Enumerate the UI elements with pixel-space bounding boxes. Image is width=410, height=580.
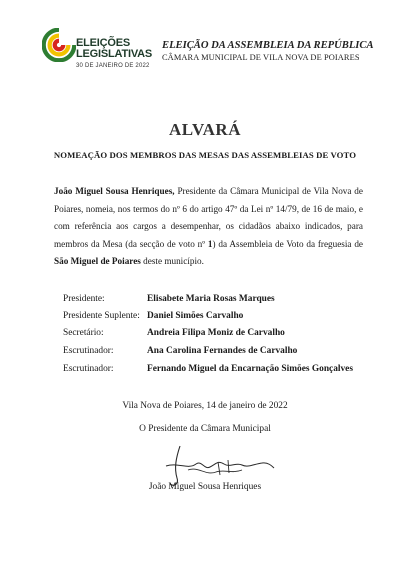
body-text-3: deste município.: [140, 256, 204, 266]
member-name: Elisabete Maria Rosas Marques: [147, 294, 275, 304]
member-role: Presidente:: [63, 294, 105, 304]
document-title: ALVARÁ: [169, 120, 241, 139]
logo-date: 30 DE JANEIRO DE 2022: [76, 63, 150, 69]
election-logo: [38, 22, 158, 82]
body-text-1: Presidente da Câmara Municipal de Vila Nova de Poiares, nomeia, nos termos do nº 6 do artigo 47º da Lei nº 14/79, de 16 de maio, e com referência aos cargos a desempenhar, os cidadãos abaixo indicados, para membros da Mesa (da secção de voto nº: [54, 186, 363, 249]
section-number: 1: [207, 238, 213, 249]
parish-name: São Miguel de Poiares: [54, 256, 141, 266]
header-subtitle: CÂMARA MUNICIPAL DE VILA NOVA DE POIARES: [162, 53, 360, 62]
election-logo-icon: [42, 28, 76, 62]
member-role: Secretário:: [63, 328, 104, 338]
member-role: Escrutinador:: [63, 364, 114, 374]
body-paragraph: [54, 183, 363, 271]
signatory-name: João Miguel Sousa Henriques: [148, 482, 262, 492]
issuer-name: João Miguel Sousa Henriques,: [54, 186, 175, 196]
member-name: Fernando Miguel da Encarnação Simões Gonçalves: [147, 364, 353, 374]
member-name: Ana Carolina Fernandes de Carvalho: [147, 346, 298, 356]
place-and-date: Vila Nova de Poiares, 14 de janeiro de 2022: [122, 401, 288, 411]
member-role: Presidente Suplente:: [63, 311, 140, 321]
logo-line1: ELEIÇÕES: [76, 37, 131, 49]
header-title: ELEIÇÃO DA ASSEMBLEIA DA REPÚBLICA: [162, 40, 374, 51]
member-name: Daniel Simões Carvalho: [147, 311, 244, 321]
member-name: Andreia Filipa Moniz de Carvalho: [147, 328, 285, 338]
logo-line2: LEGISLATIVAS: [76, 48, 153, 60]
body-text-2: ) da Assembleia de Voto da freguesia de: [212, 238, 363, 249]
document-subtitle: NOMEAÇÃO DOS MEMBROS DAS MESAS DAS ASSEMBLEIAS DE VOTO: [53, 150, 357, 160]
member-role: Escrutinador:: [63, 346, 114, 356]
president-title: O Presidente da Câmara Municipal: [139, 424, 271, 434]
